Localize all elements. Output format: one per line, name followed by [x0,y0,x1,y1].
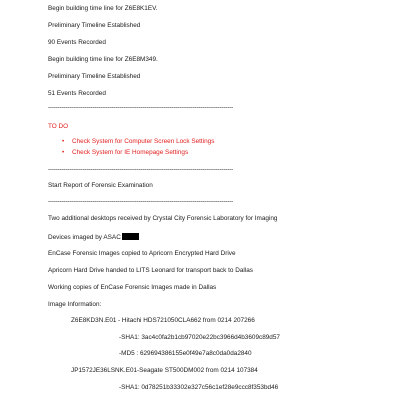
log-line: Begin building time line for Z6E8M349. [48,56,158,63]
image-drive: - Hitachi HDS721050CLA662 from 0214 207266 [118,317,255,324]
todo-item: • Check System for Computer Screen Lock Settings [62,138,215,145]
log-line: Begin building time line for Z6E8K1EV. [48,5,158,12]
image-sha1: -SHA1: 3ac4c0fa2b1cb97020e22bc3966d4b3609c89d57 [119,334,280,341]
log-line: Preliminary Timeline Established [48,73,141,80]
log-line: Preliminary Timeline Established [48,22,141,29]
bullet-icon: • [62,138,65,145]
image-drive: -Seagate ST500DM002 from 0214 107384 [137,367,258,374]
separator: ------------------------------------------------------------------------------------------------ [48,166,234,173]
report-paragraph: Devices imaged by ASAC [48,233,139,242]
image-md5: -MD5 : 629694386155e0f49e7a8c0da0da2840 [119,350,252,357]
bullet-icon: • [62,149,65,156]
todo-list [62,138,214,160]
image-sha1: -SHA1: 0d78251b33302e327c56c1ef28e9ccc8f353bd46 [119,384,279,391]
todo-heading: TO DO [48,123,69,130]
image-file: Z6E8KD3N.E01 [71,317,117,324]
separator: ------------------------------------------------------------------------------------------------ [48,198,234,205]
image-file: JP1572JE36LSNK.E01 [71,367,138,374]
log-line: 51 Events Recorded [48,90,106,97]
todo-item: • Check System for IE Homepage Settings [62,149,189,156]
separator: ------------------------------------------------------------------------------------------------ [48,104,234,111]
log-line: 90 Events Recorded [48,39,106,46]
report-paragraph: Apricorn Hard Drive handed to LITS Leonard for transport back to Dallas [48,267,253,274]
report-paragraph: Working copies of EnCase Forensic Images made in Dallas [48,284,217,291]
report-paragraph: Two additional desktops received by Crystal City Forensic Laboratory for Imaging [48,215,278,222]
report-paragraph: Image Information: [48,301,102,308]
report-title: Start Report of Forensic Examination [48,182,153,189]
redaction-block [122,233,139,240]
report-paragraph: EnCase Forensic Images copied to Apricorn Encrypted Hard Drive [48,250,236,257]
